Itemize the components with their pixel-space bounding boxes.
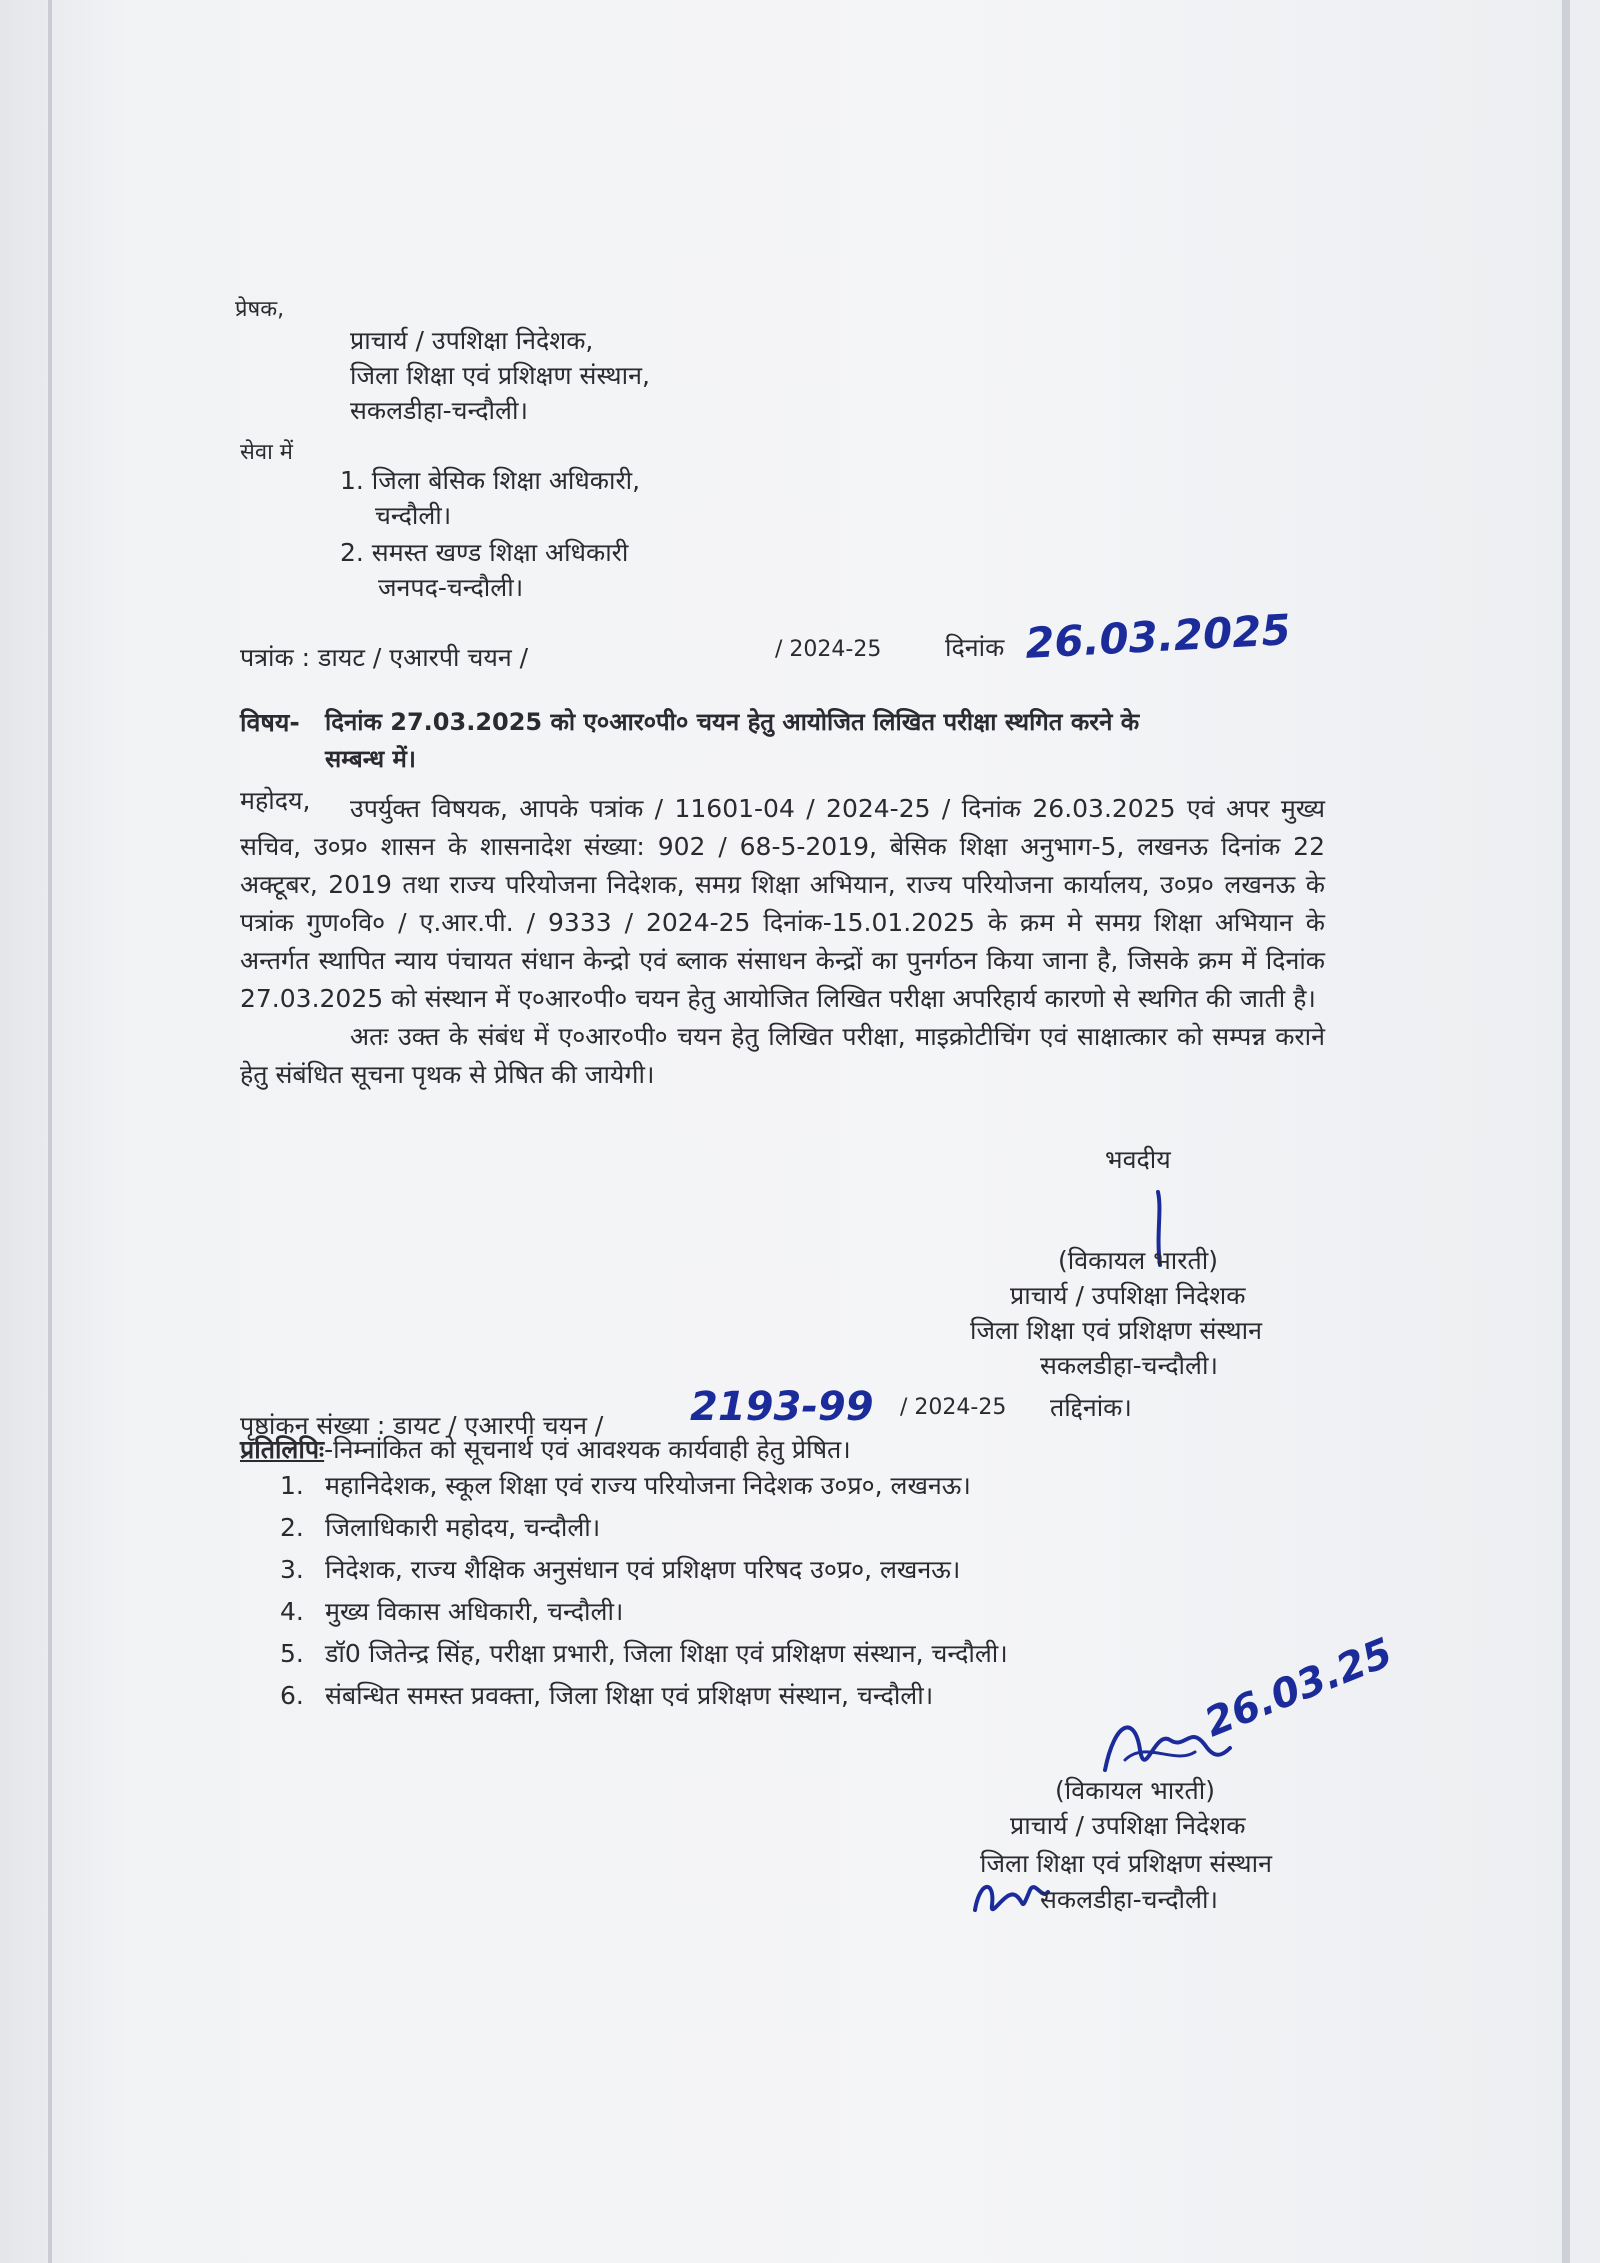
recipient-2: 2. समस्त खण्ड शिक्षा अधिकारी: [340, 538, 629, 567]
copy-to-list: [240, 1465, 1008, 1717]
signatory-designation: प्राचार्य / उपशिक्षा निदेशक: [1010, 1281, 1246, 1310]
body-paragraph-1: उपर्युक्त विषयक, आपके पत्रांक / 11601-04 / 2024-25 / दिनांक 26.03.2025 एवं अपर मुख्य सचिव, उ०प्र० शासन के शासनादेश संख्या: 902 / 68-5-2019, बेसिक शिक्षा अनुभाग-5, लखनऊ दिनांक 22 अक्टूबर, 2019 तथा राज्य परियोजना निदेशक, समग्र शिक्षा अभियान, राज्य परियोजना कार्यालय, उ०प्र० लखनऊ के पत्रांक गुण०वि० / ए.आर.पी. / 9333 / 2024-25 दिनांक-15.01.2025 के क्रम मे समग्र शिक्षा अभियान के अन्तर्गत स्थापित न्याय पंचायत संधान केन्द्रो एवं ब्लाक संसाधन केन्द्रों का पुनर्गठन किया जाना है, जिसके क्रम में दिनांक 27.03.2025 को संस्थान में ए०आर०पी० चयन हेतु आयोजित लिखित परीक्षा अपरिहार्य कारणो से स्थगित की जाती है।: [240, 794, 1325, 1013]
subject-label: विषय-: [240, 708, 300, 737]
signatory-2-place: सकलडीहा-चन्दौली।: [1040, 1885, 1218, 1914]
date-label: दिनांक: [945, 633, 1005, 662]
initials-scribble: [970, 1870, 1050, 1925]
sender-designation: प्राचार्य / उपशिक्षा निदेशक,: [350, 326, 594, 355]
reference-year: / 2024-25: [775, 637, 882, 662]
endorsement-date: तद्दिनांक।: [1050, 1393, 1132, 1422]
signatory-2-name: (विकायल भारती): [1055, 1776, 1215, 1805]
reference-number: पत्रांक : डायट / एआरपी चयन /: [240, 643, 529, 672]
signatory-2-office: जिला शिक्षा एवं प्रशिक्षण संस्थान: [980, 1849, 1272, 1878]
to-label: सेवा में: [240, 440, 293, 465]
body-paragraph-2: अतः उक्त के संबंध में ए०आर०पी० चयन हेतु लिखित परीक्षा, माइक्रोटीचिंग एवं साक्षात्कार को सम्पन्न कराने हेतु संबंधित सूचना पृथक से प्रेषित की जायेगी।: [240, 1022, 1325, 1089]
handwritten-date: 26.03.2025: [1023, 605, 1292, 668]
list-item: 4. मुख्य विकास अधिकारी, चन्दौली।: [280, 1597, 624, 1626]
copy-to-label: प्रतिलिपिः: [240, 1435, 325, 1464]
signatory-office: जिला शिक्षा एवं प्रशिक्षण संस्थान: [970, 1316, 1262, 1345]
subject-line-1: दिनांक 27.03.2025 को ए०आर०पी० चयन हेतु आयोजित लिखित परीक्षा स्थगित करने के: [325, 708, 1140, 736]
list-item: 6. संबन्धित समस्त प्रवक्ता, जिला शिक्षा एवं प्रशिक्षण संस्थान, चन्दौली।: [280, 1681, 934, 1710]
list-item: 1. महानिदेशक, स्कूल शिक्षा एवं राज्य परियोजना निदेशक उ०प्र०, लखनऊ।: [280, 1471, 971, 1500]
closing: भवदीय: [1105, 1145, 1171, 1174]
recipient-2-place: जनपद-चन्दौली।: [378, 573, 524, 602]
scan-left-edge: [48, 0, 52, 2263]
signatory-2-designation: प्राचार्य / उपशिक्षा निदेशक: [1010, 1811, 1246, 1840]
endorsement-year: / 2024-25: [900, 1395, 1007, 1420]
sender-label: प्रेषक,: [235, 297, 285, 322]
handwritten-dispatch-number: 2193-99: [690, 1384, 874, 1430]
recipient-1: 1. जिला बेसिक शिक्षा अधिकारी,: [340, 466, 641, 495]
signatory-name: (विकायल भारती): [1058, 1246, 1218, 1275]
salutation: महोदय,: [240, 786, 311, 815]
list-item: 3. निदेशक, राज्य शैक्षिक अनुसंधान एवं प्रशिक्षण परिषद उ०प्र०, लखनऊ।: [280, 1555, 961, 1584]
signatory-place: सकलडीहा-चन्दौली।: [1040, 1351, 1218, 1380]
recipient-1-place: चन्दौली।: [375, 501, 452, 530]
sender-office: जिला शिक्षा एवं प्रशिक्षण संस्थान,: [350, 361, 650, 390]
letter-body: [240, 790, 1325, 1094]
endorsement-number: पृष्ठांकन संख्या : डायट / एआरपी चयन /: [240, 1411, 604, 1440]
subject-line-2: सम्बन्ध में।: [325, 745, 416, 773]
list-item: 5. डॉ0 जितेन्द्र सिंह, परीक्षा प्रभारी, जिला शिक्षा एवं प्रशिक्षण संस्थान, चन्दौली।: [280, 1639, 1008, 1668]
copy-to-intro: -निम्नांकित को सूचनार्थ एवं आवश्यक कार्यवाही हेतु प्रेषित।: [324, 1435, 851, 1464]
copy-to-heading: [240, 1432, 851, 1466]
sender-place: सकलडीहा-चन्दौली।: [350, 396, 528, 425]
handwritten-sign-date: 26.03.25: [1198, 1629, 1399, 1747]
list-item: 2. जिलाधिकारी महोदय, चन्दौली।: [280, 1513, 601, 1542]
scan-right-edge: [1562, 0, 1570, 2263]
